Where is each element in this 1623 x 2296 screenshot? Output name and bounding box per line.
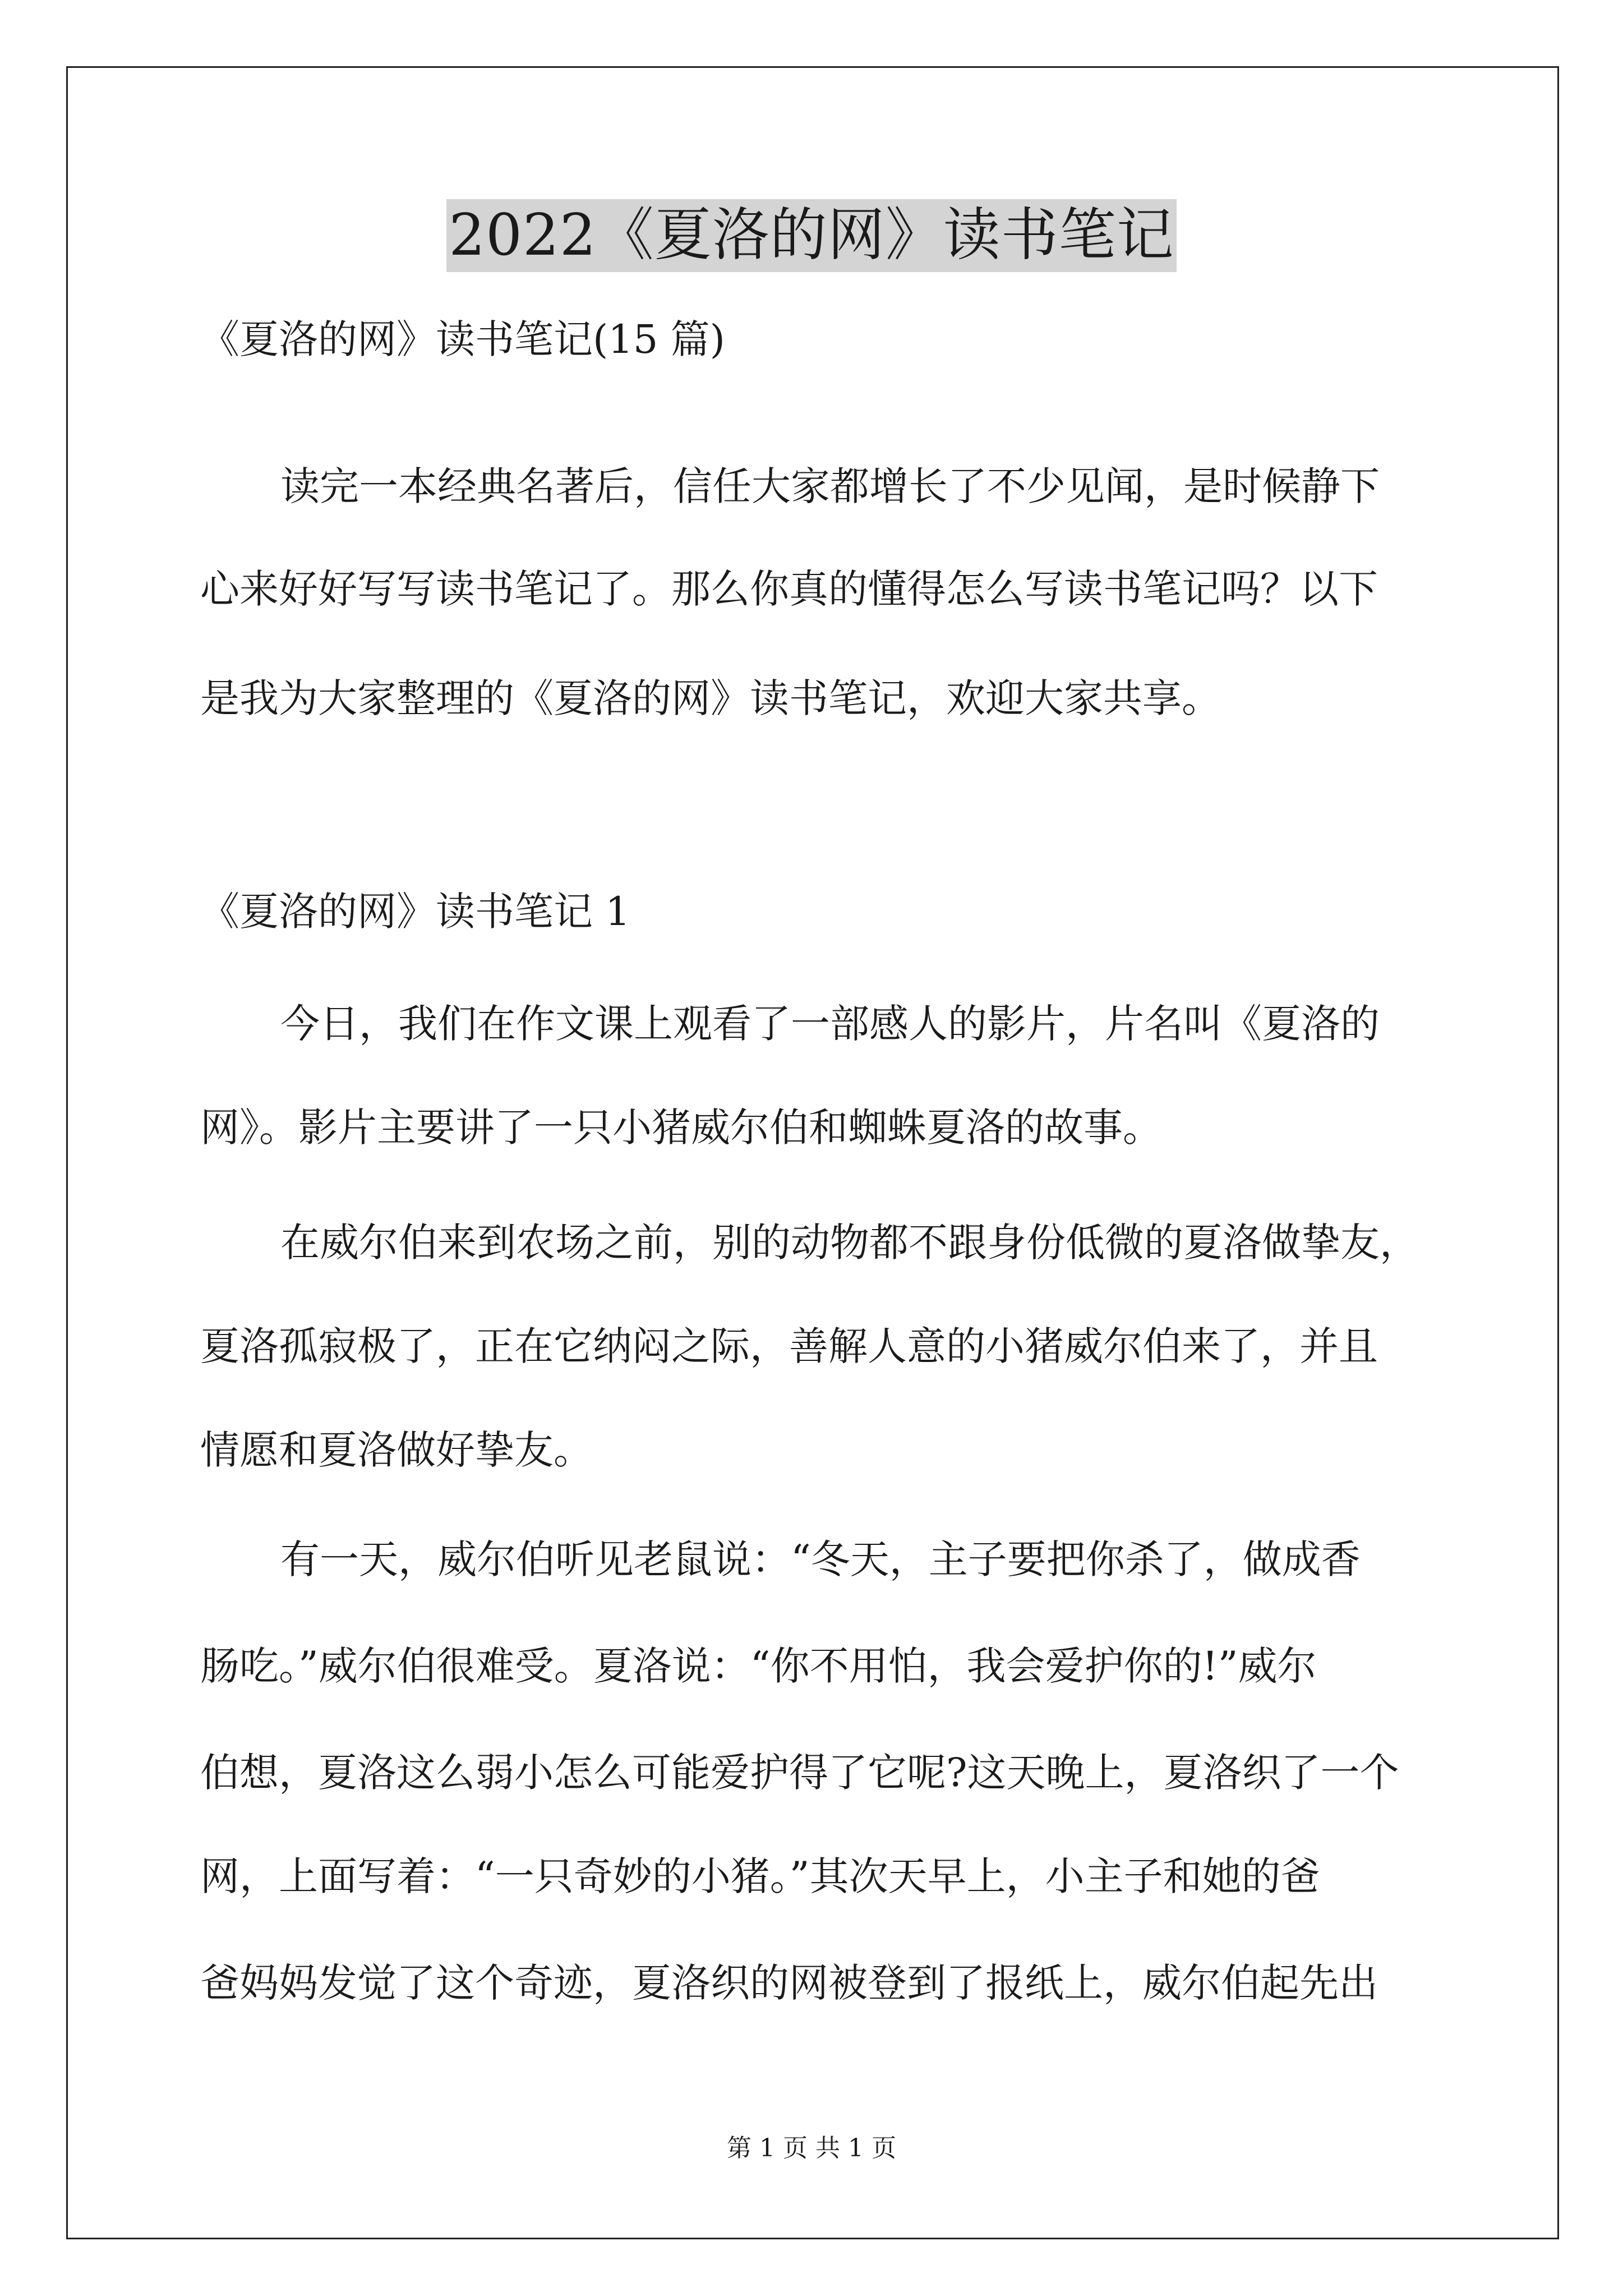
section-heading: 《夏洛的网》读书笔记 1 — [200, 889, 630, 935]
text-line: 在威尔伯来到农场之前，别的动物都不跟身份低微的夏洛做挚友， — [280, 1220, 1419, 1266]
text-line: 肠吃。”威尔伯很难受。夏洛说：“你不用怕，我会爱护你的!”威尔 — [200, 1643, 1317, 1689]
text-line: 有一天，威尔伯听见老鼠说：“冬天，主子要把你杀了，做成香 — [280, 1536, 1361, 1582]
text-line: 爸妈妈发觉了这个奇迹，夏洛织的网被登到了报纸上，威尔伯起先出 — [200, 1960, 1378, 2006]
text-line: 伯想，夏洛这么弱小怎么可能爱护得了它呢?这天晚上，夏洛织了一个 — [200, 1750, 1399, 1796]
text-line: 网》。影片主要讲了一只小猪威尔伯和蜘蛛夏洛的故事。 — [200, 1105, 1162, 1151]
text-line: 心来好好写写读书笔记了。那么你真的懂得怎么写读书笔记吗？以下 — [200, 566, 1378, 612]
text-line: 网，上面写着：“一只奇妙的小猪。”其次天早上，小主子和她的爸 — [200, 1853, 1320, 1899]
page-footer: 第 1 页 共 1 页 — [727, 2134, 896, 2162]
text-line: 读完一本经典名著后，信任大家都增长了不少见闻，是时候静下 — [280, 463, 1380, 509]
text-line: 夏洛孤寂极了，正在它纳闷之际，善解人意的小猪威尔伯来了，并且 — [200, 1323, 1378, 1369]
text-line: 情愿和夏洛做好挚友。 — [200, 1427, 593, 1473]
subtitle-line: 《夏洛的网》读书笔记(15 篇) — [200, 316, 725, 362]
text-line: 是我为大家整理的《夏洛的网》读书笔记，欢迎大家共享。 — [200, 675, 1221, 721]
document-title: 2022《夏洛的网》读书笔记 — [446, 199, 1177, 272]
text-line: 今日，我们在作文课上观看了一部感人的影片，片名叫《夏洛的 — [280, 1001, 1380, 1047]
title-wrap — [0, 199, 1623, 272]
